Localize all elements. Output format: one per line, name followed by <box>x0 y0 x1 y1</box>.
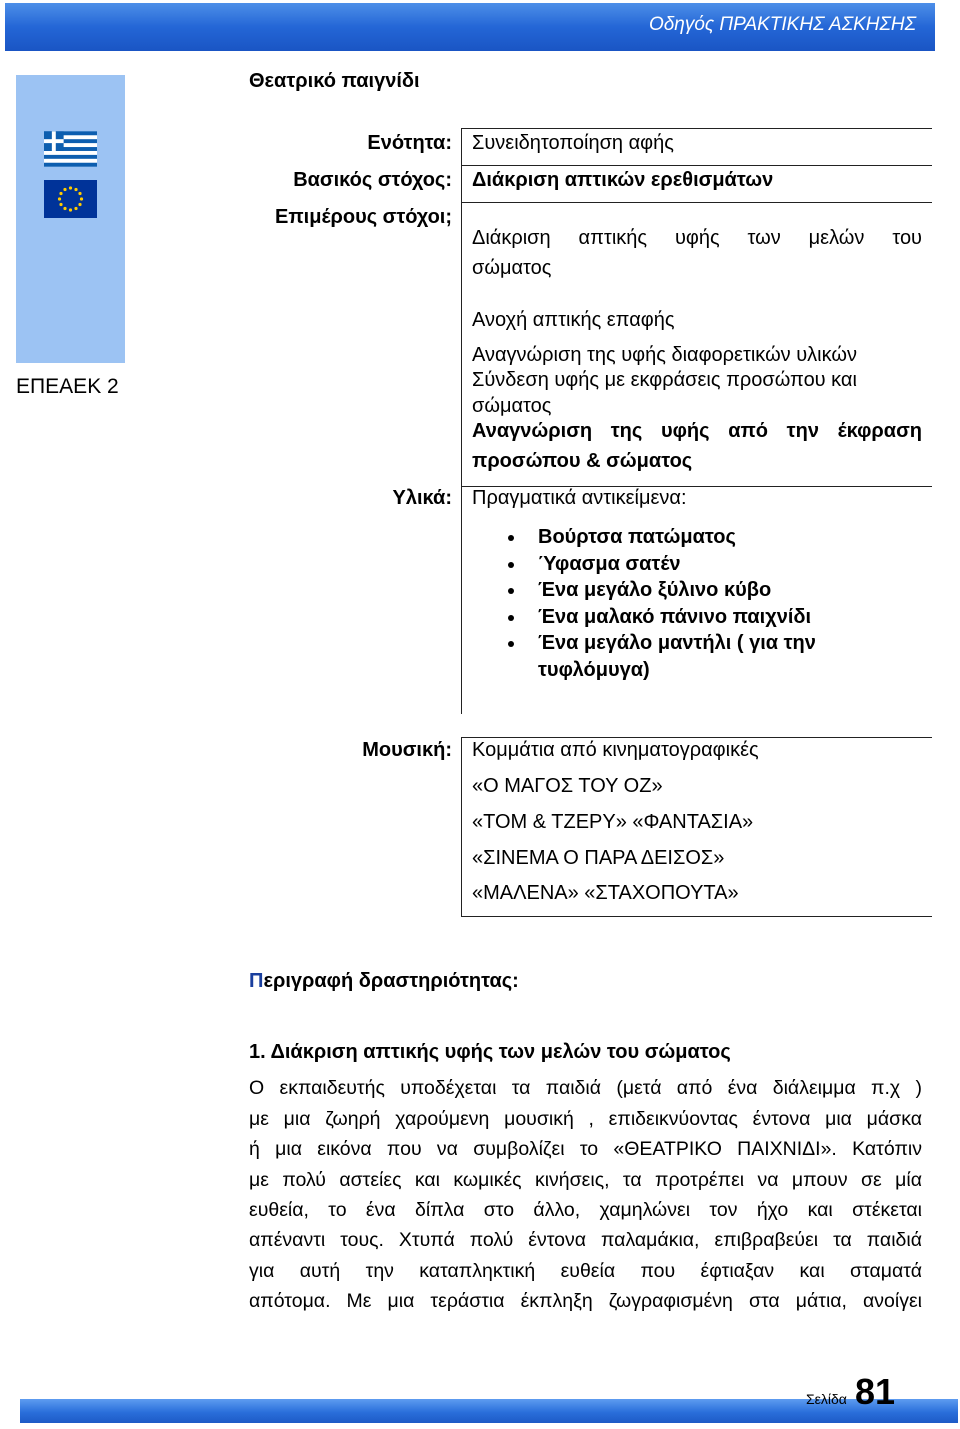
document-title: Θεατρικό παιγνίδι <box>249 70 420 92</box>
activity-title: 1. Διάκριση απτικής υφής των μελών του σώματος <box>249 1041 731 1063</box>
material-item: Βούρτσα πατώματος <box>538 524 816 551</box>
description-heading: Περιγραφή δραστηριότητας: <box>249 970 519 992</box>
page-word: Σελίδα <box>806 1391 847 1407</box>
music-rule-left <box>461 737 462 917</box>
music-rule-top <box>462 737 932 738</box>
table-rule-goal <box>462 202 932 203</box>
description-line: απέναντι τους. Χτυπά πολύ έντονα παλαμάκια, επιβραβεύει τα παιδιά <box>249 1229 922 1251</box>
sub-goal-item: Αναγνώριση της υφής από την έκφραση <box>472 420 922 442</box>
material-item-continued: τυφλόμυγα) <box>538 658 650 681</box>
bullet-icon <box>508 615 514 621</box>
sub-goal-item: Αναγνώριση της υφής διαφορετικών υλικών <box>472 344 857 366</box>
music-item: «Ο ΜΑΓΟΣ ΤΟΥ ΟΖ» <box>472 775 663 797</box>
material-item: Ένα μαλακό πάνινο παιχνίδι <box>538 604 816 631</box>
music-item: «ΤΟΜ & ΤΖΕΡΥ» «ΦΑΝΤΑΣΙΑ» <box>472 811 754 833</box>
table-rule-top <box>462 128 932 129</box>
material-item: Ένα μεγάλο ξύλινο κύβο <box>538 577 816 604</box>
unit-value: Συνειδητοποίηση αφής <box>472 132 674 154</box>
side-strip <box>16 75 125 363</box>
bullet-icon <box>508 535 514 541</box>
sub-goal-item: προσώπου & σώματος <box>472 450 693 472</box>
materials-intro: Πραγματικά αντικείμενα: <box>472 487 687 509</box>
main-goal-label: Βασικός στόχος: <box>293 169 452 191</box>
material-item: Ύφασμα σατέν <box>538 551 816 578</box>
eu-flag-icon <box>44 180 97 218</box>
music-label: Μουσική: <box>362 739 452 761</box>
sub-goal-item: Ανοχή απτικής επαφής <box>472 309 675 331</box>
description-line: ή μια εικόνα που να συμβολίζει το «ΘΕΑΤΡΙΚΟ ΠΑΙΧΝΙΔΙ». Κατόπιν <box>249 1138 922 1160</box>
description-line: με πολύ αστείες και κωμικές κινήσεις, τα προτρέπει να μπουν σε μία <box>249 1169 922 1191</box>
music-item: Κομμάτια από κινηματογραφικές <box>472 739 759 761</box>
music-item: «ΣΙΝΕΜΑ Ο ΠΑΡΑ ΔΕΙΣΟΣ» <box>472 847 725 869</box>
page-number: 81 <box>855 1371 896 1412</box>
bullet-icon <box>508 588 514 594</box>
table-rule-left <box>461 128 462 714</box>
music-item: «ΜΑΛΕΝΑ» «ΣΤΑΧΟΠΟΥΤΑ» <box>472 882 739 904</box>
sub-goal-item: σώματος <box>472 257 552 279</box>
description-line: με μια ζωηρή χαρούμενη μουσική , επιδεικνύοντας έντονα μια μάσκα <box>249 1108 922 1130</box>
sub-goals-label: Επιμέρους στόχοι; <box>275 206 452 228</box>
music-rule-bottom <box>462 916 932 917</box>
bullet-icon <box>508 562 514 568</box>
bullet-icon <box>508 641 514 647</box>
sub-goal-item: Σύνδεση υφής με εκφράσεις προσώπου και <box>472 369 857 391</box>
program-label: ΕΠΕΑΕΚ 2 <box>16 375 119 398</box>
materials-list <box>538 524 816 684</box>
description-line: ευθεία, το ένα δίπλα στο άλλο, χαμηλώνει τον ήχο και στέκεται <box>249 1199 922 1221</box>
main-goal-value: Διάκριση απτικών ερεθισμάτων <box>472 169 774 191</box>
greek-flag-icon <box>44 130 97 168</box>
materials-label: Υλικά: <box>392 487 452 509</box>
unit-label: Ενότητα: <box>367 132 452 154</box>
header-title: Οδηγός ΠΡΑΚΤΙΚΗΣ ΑΣΚΗΣΗΣ <box>648 14 916 35</box>
description-line: για αυτή την καταπληκτική ευθεία που έφτιαξαν και σταματά <box>249 1260 922 1282</box>
table-rule-unit <box>462 165 932 166</box>
sub-goal-item: Διάκριση απτικής υφής των μελών του <box>472 227 922 249</box>
sub-goal-item: σώματος <box>472 395 552 417</box>
material-item: Ένα μεγάλο μαντήλι ( για την <box>538 630 816 657</box>
description-line: απότομα. Με μια τεράστια έκπληξη ζωγραφισμένη στα μάτια, ανοίγει <box>249 1290 922 1312</box>
description-line: Ο εκπαιδευτής υποδέχεται τα παιδιά (μετά από ένα διάλειμμα π.χ ) <box>249 1077 922 1099</box>
